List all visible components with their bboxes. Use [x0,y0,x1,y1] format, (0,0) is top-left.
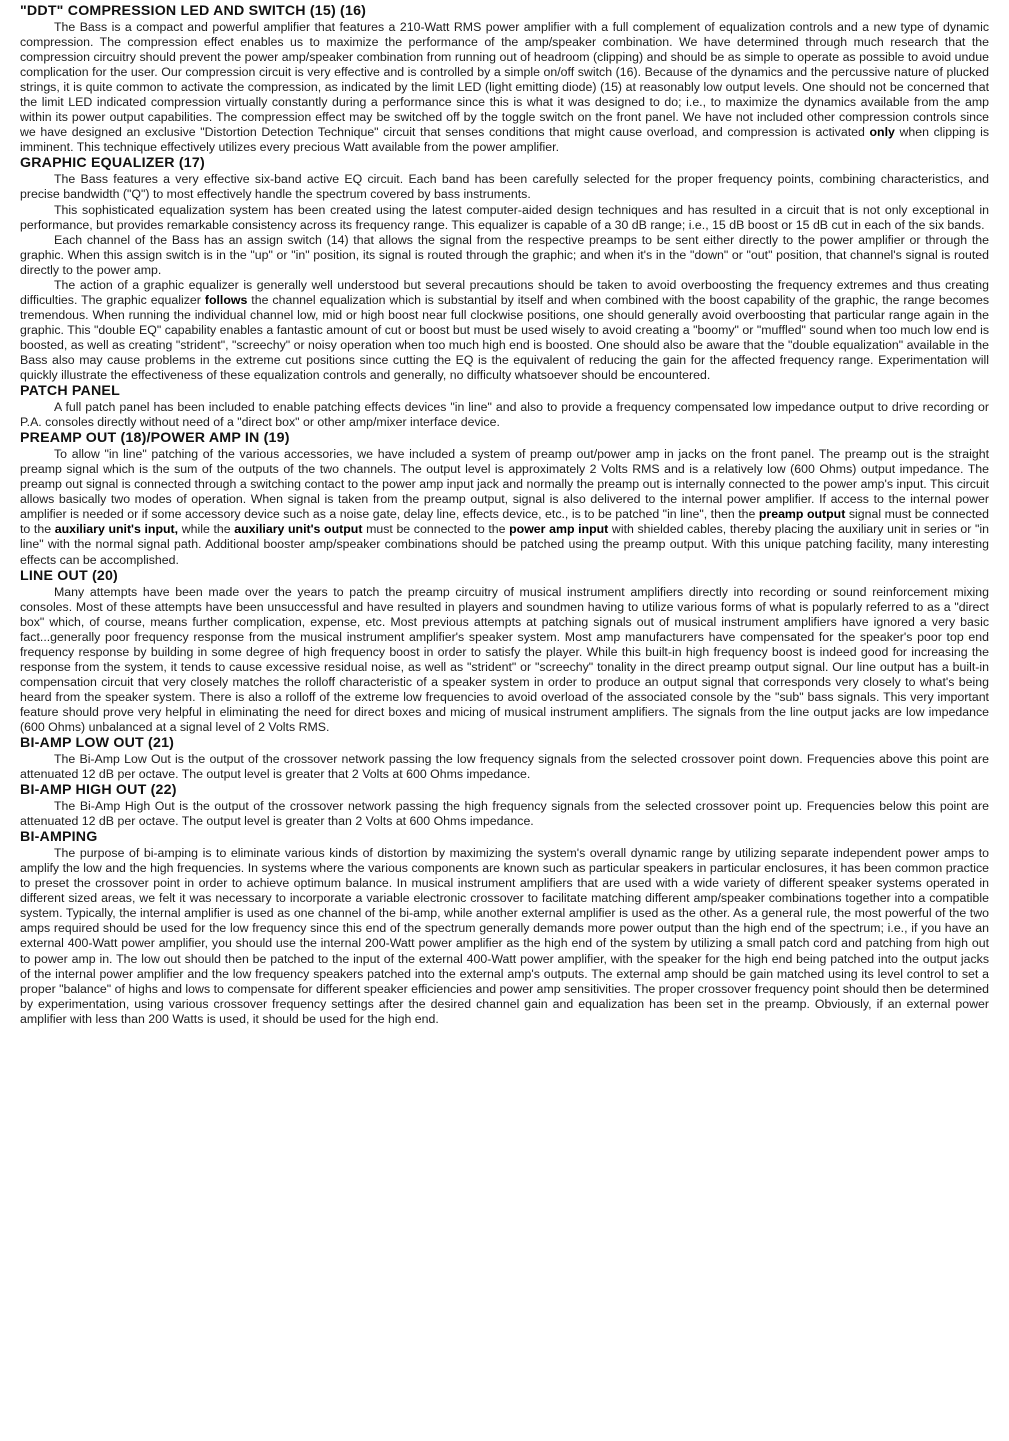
paragraph-text: while the [178,522,235,537]
paragraph-text: The Bi-Amp Low Out is the output of the crossover network passing the low frequency signals from the selected crossover point down. Frequencies above this point are attenuated 12 dB per octave. The output level is greater that 2 Volts at 600 Ohms impedance. [20,752,989,782]
section-heading: BI-AMPING [20,829,98,846]
paragraph-text: The Bi-Amp High Out is the output of the crossover network passing the high frequency signals from the selected crossover point up. Frequencies below this point are attenuated 12 dB per octave. The output level is greater than 2 Volts at 600 Ohms impedance. [20,799,989,829]
paragraph-text: The Bass features a very effective six-band active EQ circuit. Each band has been carefully selected for the proper frequency points, combining characteristics, and precise bandwidth ("Q") to most effectively handle the spectrum covered by bass instruments. [20,172,989,202]
emphasis-text: only [869,125,895,140]
emphasis-text: auxiliary unit's output [234,522,363,537]
paragraph-text: Each channel of the Bass has an assign switch (14) that allows the signal from the respective preamps to be sent either directly to the power amplifier or through the graphic. When this assign switch is in the "up" or "in" position, its signal is routed through the graphic; and when it's in the "down" or "out" position, that channel's signal is routed directly to the power amp. [20,232,989,277]
section-patch-panel [20,383,989,430]
emphasis-text: power amp input [509,522,609,537]
body-paragraph [20,846,989,1027]
paragraph-text: To allow "in line" patching of the various accessories, we have included a system of preamp out/power amp in jacks on the front panel. The preamp out is the straight preamp signal which is the sum of the outputs of the two channels. The output level is approximately 2 Volts RMS and is a relatively low (600 Ohms) output impedance. The preamp out signal is connected through a switching contact to the power amp input jack and normally the preamp out is internally connected to the power amp's input. This circuit allows basically two modes of operation. When signal is taken from the preamp output, signal is also delivered to the internal power amplifier. If access to the internal power amplifier is needed or if some accessory device such as a noise gate, delay line, effects device, etc., is to be patched "in line", then the [20,447,989,522]
section-heading: BI-AMP LOW OUT (21) [20,735,175,752]
section-heading: "DDT" COMPRESSION LED AND SWITCH (15) (16) [20,3,367,19]
emphasis-text: follows [204,292,248,307]
body-paragraph [20,799,989,829]
paragraph-text: when clipping is imminent. This technique effectively utilizes every precious Watt available from the power amplifier. [20,125,989,155]
section-heading: BI-AMP HIGH OUT (22) [20,782,177,799]
section-heading: PREAMP OUT (18)/POWER AMP IN (19) [20,430,290,447]
paragraph-text: with shielded cables, thereby placing the auxiliary unit in series or "in line" with the normal signal path. Additional booster amp/speaker combinations should be patched using the preamp output. With this unique patching facility, many interesting effects can be accomplished. [20,522,990,567]
paragraph-text: A full patch panel has been included to enable patching effects devices "in line" and also to provide a frequency compensated low impedance output to drive recording or P.A. consoles directly without need of a "direct box" or other amp/mixer interface device. [20,400,989,430]
body-paragraph [20,752,989,782]
section-heading: PATCH PANEL [20,383,120,400]
paragraph-text: must be connected to the [362,522,510,537]
paragraph-text: The Bass is a compact and powerful amplifier that features a 210-Watt RMS power amplifier with a full complement of equalization controls and a new type of dynamic compression. The compression effect enables us to maximize the performance of the amp/speaker combination. We have determined through much research that the compression circuitry should prevent the power amp/speaker combination from running out of headroom (clipping) and should be as simple to operate as possible to avoid undue complication for the user. Our compression circuit is very effective and is controlled by a simple on/off switch (16). Because of the dynamics and the percussive nature of plucked strings, it is quite common to activate the compression, as indicated by the limit LED (light emitting diode) (15) at reasonably low output levels. One should not be concerned that the limit LED indicated compression virtually constantly during a performance since this is what it was designed to do; i.e., to maximize the dynamics available from the amp within its power output capabilities. The compression effect may be switched off by the toggle switch on the front panel. We have not included other compression controls since we have designed an exclusive "Distortion Detection Technique" circuit that senses conditions that might cause overload, and compression is activated [20,20,989,140]
body-paragraph [20,400,989,430]
section-bi-amp-high-out-22 [20,782,989,829]
paragraph-text: The action of a graphic equalizer is generally well understood but several precautions should be taken to avoid overboosting the frequency extremes and thus creating difficulties. The graphic equalizer [20,277,989,307]
section-heading: LINE OUT (20) [20,567,118,584]
paragraph-text: This sophisticated equalization system has been created using the latest computer-aided design techniques and has resulted in a circuit that is not only exceptional in performance, but provides remarkable consistency across its frequency range. This equalizer is capable of a 30 dB range; i.e., 15 dB boost or 15 dB cut in each of the six bands. [20,202,989,232]
paragraph-text: the channel equalization which is substantial by itself and when combined with the boost capability of the graphic, the range becomes tremendous. When running the individual channel low, mid or high boost near full clockwise positions, one should generally avoid overboosting that particular range again in the graphic. This "double EQ" capability enables a fantastic amount of cut or boost but must be used wisely to avoid creating a "boomy" or "muffled" sound when too much low end is boosted, as well as creating "strident", "screechy" or noisy operation when too much high end is boosted. One should also be aware that the "double equalization" available in the Bass also may cause problems in the extreme cut positions since cutting the EQ is the equivalent of reducing the gain for the affected frequency range. Experimentation will quickly illustrate the effectiveness of these equalization controls and generally, no difficulty whatsoever should be encountered. [20,292,989,383]
section-bi-amping [20,829,989,1027]
section-heading: GRAPHIC EQUALIZER (17) [20,155,205,172]
body-paragraph [20,585,989,735]
body-paragraph [20,447,989,567]
body-paragraph [20,278,989,383]
body-paragraph [20,20,989,155]
emphasis-text: preamp output [758,507,846,522]
paragraph-text: Many attempts have been made over the years to patch the preamp circuitry of musical instrument amplifiers directly into recording or sound reinforcement mixing consoles. Most of these attempts have been unsuccessful and have resulted in players and soundmen having to utilize various forms of what is popularly referred to as a "direct box" which, of course, means further complication, expense, etc. Most previous attempts at patching signals out of musical instrument amplifiers have ignored a very basic fact...generally poor frequency response from the musical instrument amplifier's speaker system. Most amp manufacturers have compensated for the speaker's poor top end frequency response by building in some degree of high frequency boost in order to satisfy the player. While this built-in high frequency boost is indeed good for increasing the response from the system, it tends to cause excessive residual noise, as well as "strident" or "screechy" tonality in the direct preamp output signal. Our line output has a built-in compensation circuit that very closely matches the rolloff characteristic of a speaker system in order to produce an output signal that corresponds very closely to what's being heard from the speaker system. There is also a rolloff of the extreme low frequencies to avoid overload of the associated console by the "sub" bass signals. This very important feature should prove very helpful in eliminating the need for direct boxes and micing of musical instrument amplifiers. The signals from the line output jacks are low impedance (600 Ohms) unbalanced at a signal level of 2 Volts RMS. [20,584,989,734]
emphasis-text: auxiliary unit's input, [54,522,179,537]
section-preamp-out-18-power-amp-in-19 [20,430,989,567]
section-ddt-compression-led-and-switch-15-16 [20,3,989,155]
section-line-out-20 [20,568,989,735]
paragraph-text: The purpose of bi-amping is to eliminate various kinds of distortion by maximizing the system's overall dynamic range by utilizing separate independent power amps to amplify the low and the high frequencies. In systems where the various components are known such as particular speakers in particular enclosures, it has been common practice to preset the crossover point in order to achieve optimum balance. In musical instrument amplifiers that are used with a wide variety of different speaker systems operated in different sized areas, we felt it was necessary to incorporate a variable electronic crossover to facilitate matching different amp/speaker combinations together into a compatible system. Typically, the internal amplifier is used as one channel of the bi-amp, while another external amplifier is used as the other. As a general rule, the most powerful of the two amps required should be used for the low frequency since this end of the spectrum generally demands more power output than the high end of the spectrum; i.e., if you have an external 400-Watt power amplifier, you should use the internal 200-Watt power amplifier as the high end of the system by utilizing a small patch cord and patching from high out to power amp in. The low out should then be patched to the input of the external 400-Watt power amplifier, with the speaker for the high end being patched into the output jacks of the internal power amplifier and the low frequency speakers patched into the external amp's outputs. The external amp should be gain matched using its level control to set a proper "balance" of highs and lows to compensate for different speaker efficiencies and power amp sensitivities. The proper crossover frequency point should then be determined by experimentation, using various crossover frequency settings after the desired channel gain and equalization has been set in the preamp. Obviously, if an external power amplifier with less than 200 Watts is used, it should be used for the high end. [20,846,989,1026]
section-bi-amp-low-out-21 [20,735,989,782]
section-graphic-equalizer-17 [20,155,989,383]
body-paragraph [20,172,989,202]
body-paragraph [20,203,989,233]
paragraph-text: signal must be connected to the [20,507,989,537]
body-paragraph [20,233,989,278]
